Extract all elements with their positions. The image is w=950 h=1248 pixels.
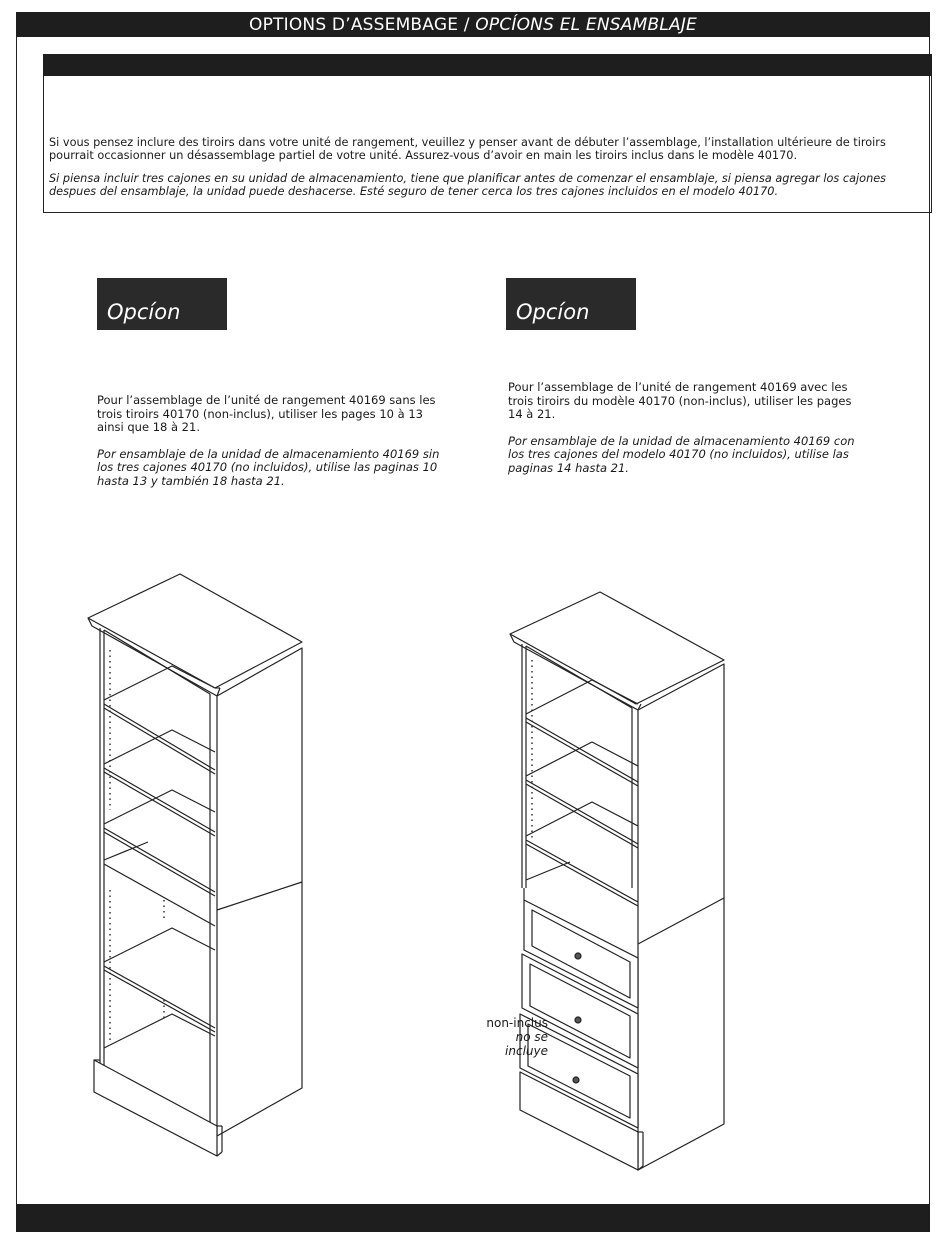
option-1-text	[97, 394, 447, 488]
option-2-text	[508, 381, 858, 475]
option-1-french: Pour l’assemblage de l’unité de rangement 40169 sans les trois tiroirs 40170 (non-inclus), utiliser les pages 10 à 13 ainsi que 18 à 21.	[97, 393, 436, 434]
option-1-badge: Opcíon	[97, 278, 227, 330]
title-french: OPTIONS D’ASSEMBAGE /	[249, 15, 476, 35]
note-french: non-inclus	[486, 1016, 548, 1030]
note-spanish: no se incluye	[505, 1030, 548, 1058]
cabinet-without-drawers-illustration	[80, 570, 320, 1160]
warning-header-bar	[43, 54, 932, 76]
not-included-note	[470, 1016, 548, 1058]
option-2-badge: Opcíon	[506, 278, 636, 330]
option-1-spanish: Por ensamblaje de la unidad de almacenamiento 40169 sin los tres cajones 40170 (no incluidos), utilise las paginas 10 hasta 13 y también 18 hasta 21.	[97, 446, 440, 488]
warning-text-french: Si vous pensez inclure des tiroirs dans votre unité de rangement, veuillez y penser avant de débuter l’assemblage, l’installation ultérieure de tiroirs pourrait occasionner un désassemblage partiel de votre unité. Assurez-vous d’avoir en main les tiroirs inclus dans le modèle 40170.	[49, 136, 886, 162]
title-spanish: OPCÍONS EL ENSAMBLAJE	[475, 15, 697, 35]
option-2-french: Pour l’assemblage de l’unité de rangement 40169 avec les trois tiroirs du modèle 40170 (non-inclus), utiliser les pages 14 à 21.	[508, 380, 852, 421]
footer-bar	[16, 1204, 930, 1232]
warning-text-spanish: Si piensa incluir tres cajones en su unidad de almacenamiento, tiene que planificar antes de comenzar el ensamblaje, si piensa agregar los cajones despues del ensamblaje, la unidad puede deshacerse. Esté seguro de tener cerca los tres cajones incluidos en el modelo 40170.	[49, 172, 887, 198]
page-title	[16, 12, 930, 37]
cabinet-with-drawers-illustration	[500, 588, 740, 1178]
option-2-spanish: Por ensamblaje de la unidad de almacenamiento 40169 con los tres cajones del modelo 40170 (no incluidos), utilise las paginas 14 hasta 21.	[508, 433, 855, 475]
